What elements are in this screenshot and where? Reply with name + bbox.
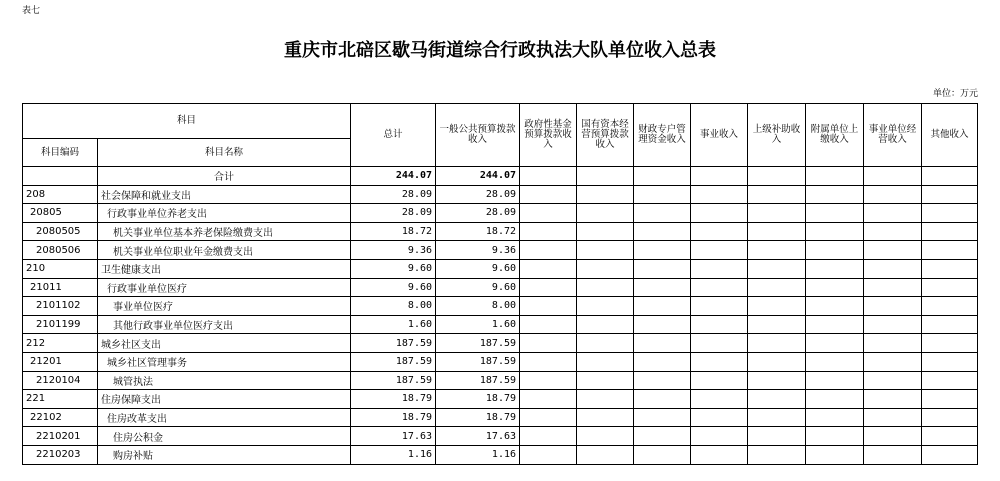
- row-general: 1.16: [436, 445, 520, 464]
- table-row: [23, 222, 978, 241]
- header-col-total: 总计: [351, 104, 436, 167]
- row-code: 210: [23, 259, 98, 278]
- header-col-gov-fund: 政府性基金预算拨款收入: [520, 104, 577, 167]
- row-total: 187.59: [351, 371, 436, 390]
- row-general: 9.60: [436, 278, 520, 297]
- row-total: 17.63: [351, 427, 436, 446]
- header-col-fiscal-account: 财政专户管理资金收入: [634, 104, 691, 167]
- row-general: 8.00: [436, 297, 520, 316]
- row-general: 187.59: [436, 334, 520, 353]
- row-code: 21201: [23, 352, 98, 371]
- row-total: 18.72: [351, 222, 436, 241]
- row-name: 机关事业单位职业年金缴费支出: [98, 241, 351, 260]
- row-code: 2101102: [23, 297, 98, 316]
- row-total: 9.60: [351, 278, 436, 297]
- row-general: 18.72: [436, 222, 520, 241]
- table-row: [23, 259, 978, 278]
- row-total: 187.59: [351, 352, 436, 371]
- table-row: [23, 278, 978, 297]
- table-row: [23, 204, 978, 223]
- total-label: 合计: [98, 167, 351, 186]
- total-row: [23, 167, 978, 186]
- row-total: 187.59: [351, 334, 436, 353]
- table-row: [23, 390, 978, 409]
- row-general: 28.09: [436, 204, 520, 223]
- row-total: 1.60: [351, 315, 436, 334]
- page-title: 重庆市北碚区歇马街道综合行政执法大队单位收入总表: [284, 40, 716, 61]
- row-name: 社会保障和就业支出: [98, 185, 351, 204]
- row-total: 28.09: [351, 185, 436, 204]
- row-name: 城管执法: [98, 371, 351, 390]
- row-name: 住房改革支出: [98, 408, 351, 427]
- row-code: 2080505: [23, 222, 98, 241]
- row-total: 8.00: [351, 297, 436, 316]
- row-code: 221: [23, 390, 98, 409]
- row-general: 9.60: [436, 259, 520, 278]
- row-general: 28.09: [436, 185, 520, 204]
- income-summary-table: [22, 103, 978, 465]
- row-name: 机关事业单位基本养老保险缴费支出: [98, 222, 351, 241]
- table-tag: 表七: [22, 6, 41, 16]
- table-row: [23, 427, 978, 446]
- row-code: 2210201: [23, 427, 98, 446]
- table-row: [23, 445, 978, 464]
- row-code: 2101199: [23, 315, 98, 334]
- header-col-superior-subsidy: 上级补助收入: [748, 104, 806, 167]
- row-total: 9.60: [351, 259, 436, 278]
- header-col-affiliated: 附属单位上缴收入: [806, 104, 864, 167]
- row-general: 187.59: [436, 371, 520, 390]
- row-name: 行政事业单位养老支出: [98, 204, 351, 223]
- header-col-operating: 事业单位经营收入: [864, 104, 922, 167]
- table-row: [23, 297, 978, 316]
- row-general: 187.59: [436, 352, 520, 371]
- header-subject: 科目: [23, 104, 351, 139]
- row-code: 22102: [23, 408, 98, 427]
- row-total: 1.16: [351, 445, 436, 464]
- table-row: [23, 185, 978, 204]
- table-row: [23, 241, 978, 260]
- row-name: 住房公积金: [98, 427, 351, 446]
- row-general: 18.79: [436, 390, 520, 409]
- row-name: 事业单位医疗: [98, 297, 351, 316]
- row-name: 购房补贴: [98, 445, 351, 464]
- row-name: 住房保障支出: [98, 390, 351, 409]
- row-code: 20805: [23, 204, 98, 223]
- row-name: 城乡社区管理事务: [98, 352, 351, 371]
- row-code: 2210203: [23, 445, 98, 464]
- total-general: 244.07: [436, 167, 520, 186]
- table-row: [23, 352, 978, 371]
- row-code: 208: [23, 185, 98, 204]
- header-code: 科目编码: [23, 139, 98, 167]
- table-row: [23, 371, 978, 390]
- row-total: 18.79: [351, 390, 436, 409]
- row-total: 9.36: [351, 241, 436, 260]
- unit-label: 单位：万元: [932, 89, 978, 99]
- row-name: 行政事业单位医疗: [98, 278, 351, 297]
- table-row: [23, 408, 978, 427]
- row-general: 18.79: [436, 408, 520, 427]
- row-code: 212: [23, 334, 98, 353]
- row-general: 1.60: [436, 315, 520, 334]
- header-col-general: 一般公共预算拨款收入: [436, 104, 520, 167]
- row-general: 9.36: [436, 241, 520, 260]
- row-code: 21011: [23, 278, 98, 297]
- row-total: 28.09: [351, 204, 436, 223]
- table-row: [23, 315, 978, 334]
- row-total: 18.79: [351, 408, 436, 427]
- row-name: 城乡社区支出: [98, 334, 351, 353]
- header-col-state-capital: 国有资本经营预算拨款收入: [577, 104, 634, 167]
- row-general: 17.63: [436, 427, 520, 446]
- row-code: 2120104: [23, 371, 98, 390]
- row-code: 2080506: [23, 241, 98, 260]
- header-name: 科目名称: [98, 139, 351, 167]
- total-value: 244.07: [351, 167, 436, 186]
- row-name: 其他行政事业单位医疗支出: [98, 315, 351, 334]
- row-name: 卫生健康支出: [98, 259, 351, 278]
- header-col-business: 事业收入: [691, 104, 748, 167]
- header-col-other: 其他收入: [922, 104, 978, 167]
- table-row: [23, 334, 978, 353]
